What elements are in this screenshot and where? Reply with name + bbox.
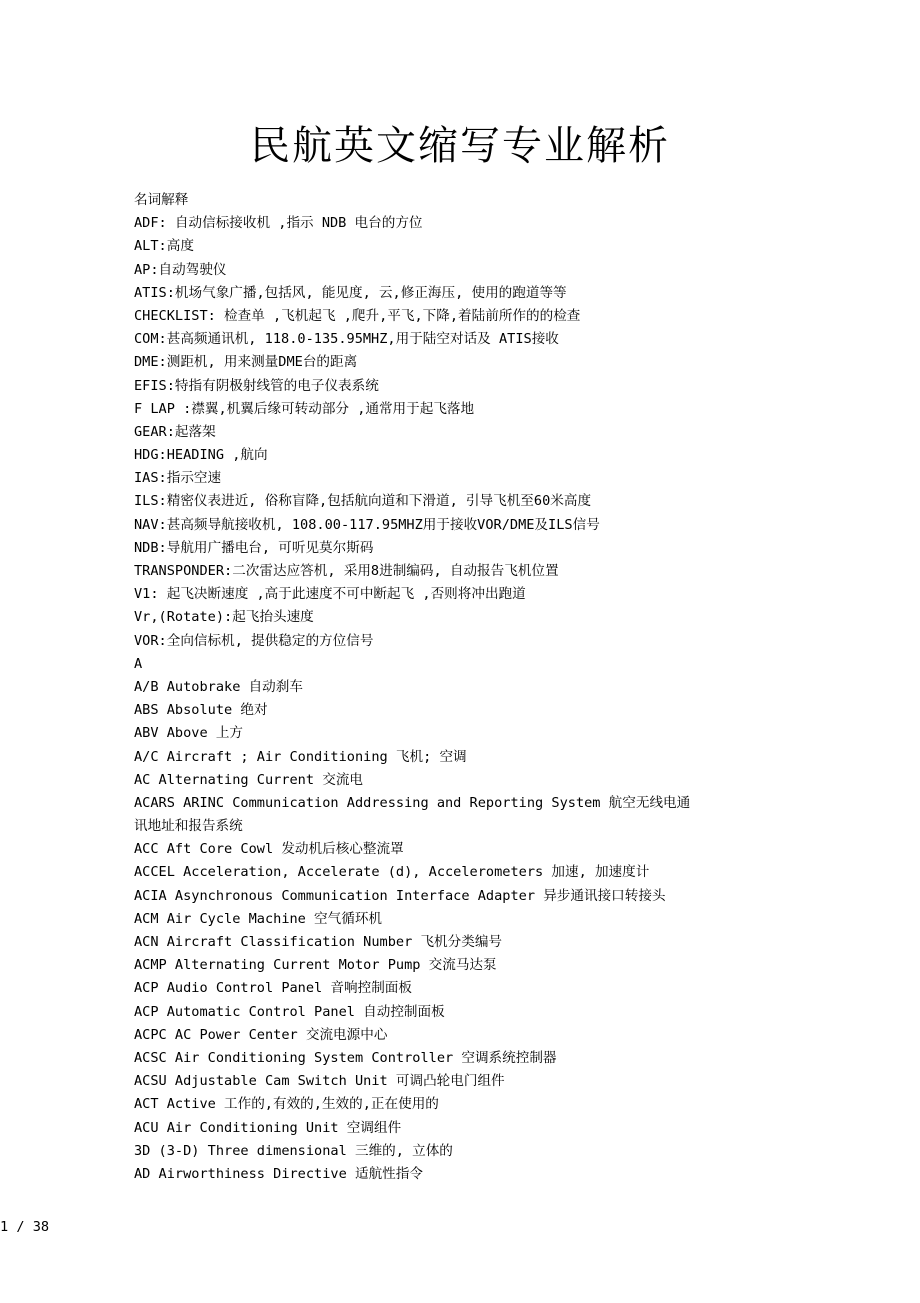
glossary-line: ACT Active 工作的,有效的,生效的,正在使用的 <box>134 1096 439 1113</box>
document-title: 民航英文缩写专业解析 <box>250 123 670 169</box>
glossary-line: A/B Autobrake 自动刹车 <box>134 678 303 695</box>
glossary-line: ACMP Alternating Current Motor Pump 交流马达泵 <box>134 957 497 974</box>
glossary-line: IAS:指示空速 <box>134 470 222 487</box>
glossary-line: NAV:甚高频导航接收机, 108.00-117.95MHZ用于接收VOR/DME及ILS信号 <box>134 516 600 533</box>
glossary-line: ACC Aft Core Cowl 发动机后核心整流罩 <box>134 841 404 858</box>
glossary-line: DME:测距机, 用来测量DME台的距离 <box>134 354 358 371</box>
glossary-line: A/C Aircraft ; Air Conditioning 飞机; 空调 <box>134 748 467 765</box>
glossary-line: ACSC Air Conditioning System Controller 空调系统控制器 <box>134 1049 557 1066</box>
glossary-line: ACIA Asynchronous Communication Interface Adapter 异步通讯接口转接头 <box>134 887 666 904</box>
glossary-line: AD Airworthiness Directive 适航性指令 <box>134 1165 423 1182</box>
glossary-line: GEAR:起落架 <box>134 423 216 440</box>
glossary-line: HDG:HEADING ,航向 <box>134 447 268 464</box>
glossary-line: ACN Aircraft Classification Number 飞机分类编号 <box>134 934 503 950</box>
glossary-line: ATIS:机场气象广播,包括风, 能见度, 云,修正海压, 使用的跑道等等 <box>134 284 567 301</box>
glossary-line: TRANSPONDER:二次雷达应答机, 采用8进制编码, 自动报告飞机位置 <box>134 563 559 579</box>
glossary-line: ACP Audio Control Panel 音响控制面板 <box>134 980 412 997</box>
glossary-line: ACARS ARINC Communication Addressing and Reporting System 航空无线电通 <box>134 794 691 811</box>
glossary-line: ABS Absolute 绝对 <box>134 702 268 719</box>
glossary-line: F LAP :襟翼,机翼后缘可转动部分 ,通常用于起飞落地 <box>134 400 475 417</box>
glossary-line: ACM Air Cycle Machine 空气循环机 <box>134 910 383 927</box>
glossary-line: V1: 起飞决断速度 ,高于此速度不可中断起飞 ,否则将冲出跑道 <box>134 586 526 603</box>
glossary-line: VOR:全向信标机, 提供稳定的方位信号 <box>134 632 374 649</box>
glossary-line: ALT:高度 <box>134 238 194 255</box>
glossary-line: ACP Automatic Control Panel 自动控制面板 <box>134 1003 445 1020</box>
glossary-line: ACSU Adjustable Cam Switch Unit 可调凸轮电门组件 <box>134 1073 505 1090</box>
glossary-line: EFIS:特指有阴极射线管的电子仪表系统 <box>134 377 379 394</box>
glossary-line: A <box>134 655 143 672</box>
glossary-line: Vr,(Rotate):起飞抬头速度 <box>134 609 314 626</box>
glossary-line: ACU Air Conditioning Unit 空调组件 <box>134 1119 402 1136</box>
glossary-line: 3D (3-D) Three dimensional 三维的, 立体的 <box>134 1142 453 1159</box>
glossary-line: COM:甚高频通讯机, 118.0-135.95MHZ,用于陆空对话及 ATIS接收 <box>134 331 559 348</box>
glossary-line: ACCEL Acceleration, Accelerate (d), Accelerometers 加速, 加速度计 <box>134 864 650 881</box>
glossary-line: ADF: 自动信标接收机 ,指示 NDB 电台的方位 <box>134 215 423 232</box>
glossary-line: ACPC AC Power Center 交流电源中心 <box>134 1026 388 1043</box>
glossary-line: NDB:导航用广播电台, 可听见莫尔斯码 <box>134 539 374 556</box>
glossary-line: ILS:精密仪表进近, 俗称盲降,包括航向道和下滑道, 引导飞机至60米高度 <box>134 493 592 510</box>
glossary-line: 名词解释 <box>134 192 189 208</box>
glossary-line: ABV Above 上方 <box>134 725 244 742</box>
glossary-line: AC Alternating Current 交流电 <box>134 771 364 788</box>
page-indicator: 1 / 38 <box>0 1219 50 1235</box>
glossary-line: 讯地址和报告系统 <box>134 818 243 835</box>
glossary-line: CHECKLIST: 检查单 ,飞机起飞 ,爬升,平飞,下降,着陆前所作的的检查 <box>134 307 581 324</box>
glossary-lines <box>134 189 794 1186</box>
glossary-line: AP:自动驾驶仪 <box>134 261 227 278</box>
